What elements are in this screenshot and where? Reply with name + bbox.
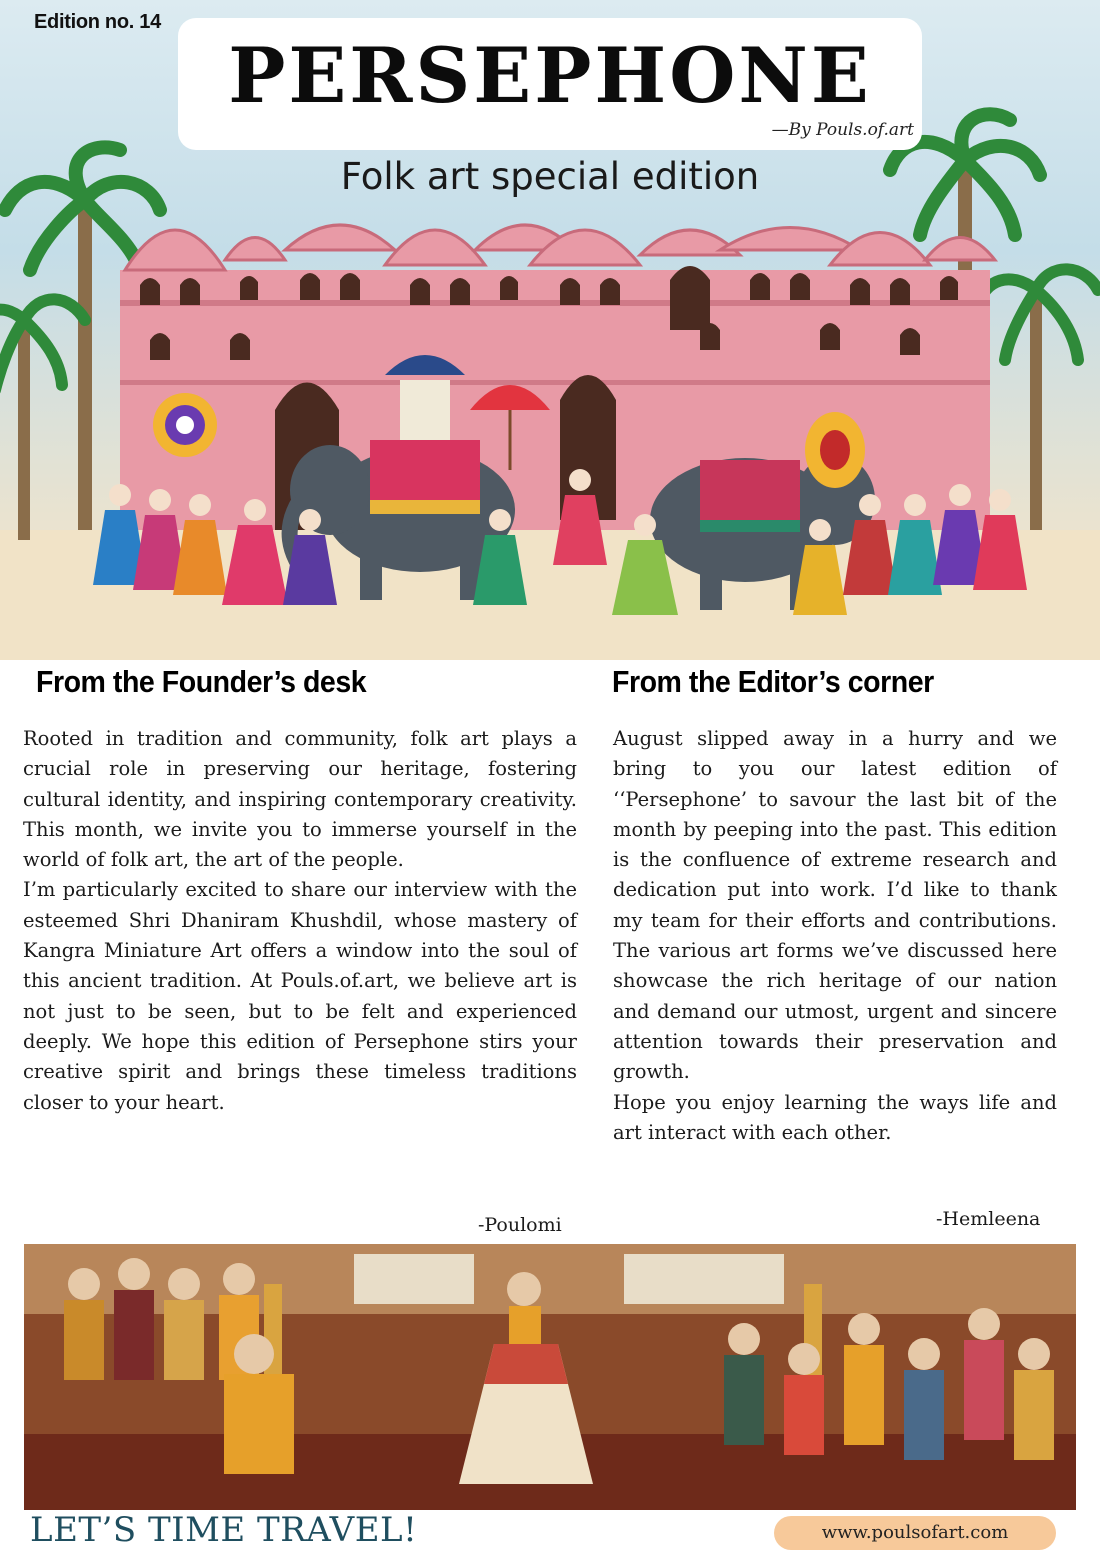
palm-tree-left-2: [0, 299, 85, 540]
miniature-painting: [24, 1244, 1076, 1510]
founder-paragraph-2: I’m particularly excited to share our interview with the esteemed Shri Dhaniram Khushdil, whose mastery of Kangra Miniature Art offers a window into the soul of this ancient tradition. At Pouls.of.art, we believe art is not just to be seen, but to be felt and experienced deeply. We hope this edition of Persephone stirs your creative spirit and brings these timeless traditions closer to your heart.: [23, 878, 577, 1114]
founder-paragraph-1: Rooted in tradition and community, folk art plays a crucial role in preserving our heritage, fostering cultural identity, and inspiring contemporary creativity. This month, we invite you to immerse yourself in the world of folk art, the art of the people.: [23, 727, 577, 872]
editor-text: [613, 724, 1057, 1148]
editor-paragraph-2: Hope you enjoy learning the ways life and art interact with each other.: [613, 1090, 1057, 1144]
founder-text: [23, 724, 577, 1118]
byline: —By Pouls.of.art: [771, 120, 914, 140]
magazine-title: PERSEPHONE: [228, 31, 872, 120]
editor-signature: -Hemleena: [936, 1208, 1041, 1230]
edition-subtitle: Folk art special edition: [340, 155, 760, 198]
founder-signature: -Poulomi: [478, 1214, 562, 1236]
footer-tagline: LET’S TIME TRAVEL!: [30, 1510, 418, 1550]
decorative-fan-right: [805, 412, 865, 488]
editor-heading: From the Editor’s corner: [612, 664, 934, 699]
hero-illustration: [0, 0, 1100, 660]
court-dance-painting: [24, 1244, 1076, 1510]
founder-heading: From the Founder’s desk: [36, 664, 367, 699]
edition-number: Edition no. 14: [34, 11, 161, 33]
website-link[interactable]: www.poulsofart.com: [774, 1516, 1056, 1550]
editor-paragraph-1: August slipped away in a hurry and we bring to you our latest edition of ‘‘Persephone’ to savour the last bit of the month by peeping into the past. This edition is the confluence of extreme research and dedication put into work. I’d like to thank my team for their efforts and contributions. The various art forms we’ve discussed here showcase the rich heritage of our nation and demand our utmost, urgent and sincere attention towards their preservation and growth.: [613, 727, 1057, 1084]
title-card: [178, 18, 922, 150]
decorative-fan-left: [153, 393, 217, 457]
